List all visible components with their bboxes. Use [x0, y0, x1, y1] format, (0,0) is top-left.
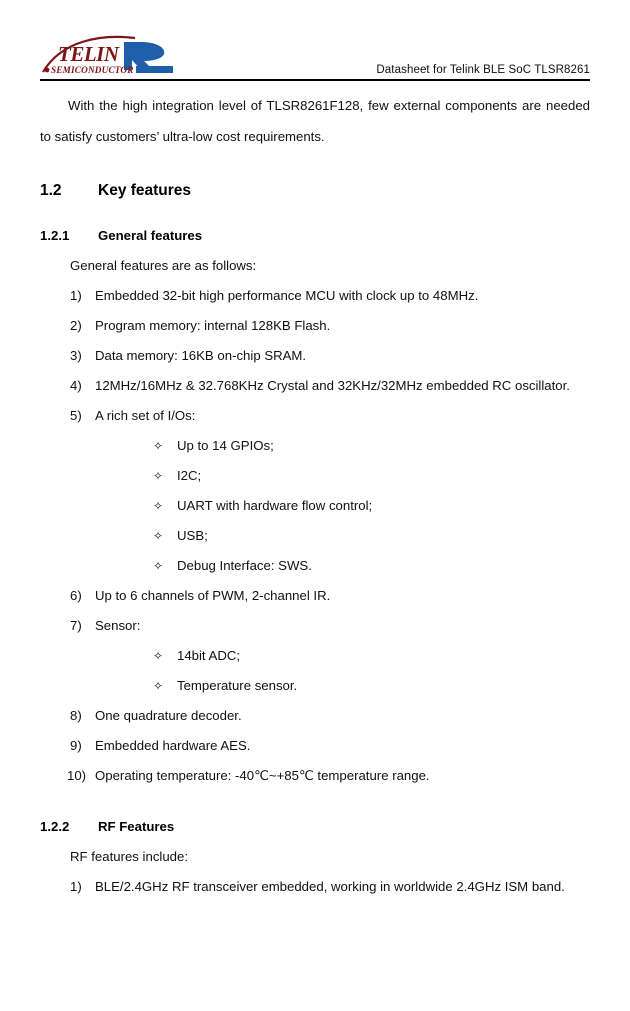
general-features-list [40, 281, 590, 791]
sublist-item-text: 14bit ADC; [177, 648, 241, 663]
list-marker: 9) [70, 738, 82, 753]
heading-text: RF Features [98, 819, 175, 834]
sublist-item [95, 641, 590, 671]
list-item [40, 371, 590, 401]
list-marker: 7) [70, 618, 82, 633]
svg-text:TELIN: TELIN [58, 42, 119, 66]
list-item [40, 761, 590, 791]
heading-rf-features [40, 819, 590, 834]
list-item [40, 401, 590, 581]
list-item-text: BLE/2.4GHz RF transceiver embedded, working in worldwide 2.4GHz ISM band. [95, 879, 565, 894]
intro-paragraph: With the high integration level of TLSR8261F128, few external components are needed to satisfy customers’ ultra-low cost requirements. [40, 98, 590, 144]
list-item [40, 731, 590, 761]
list-marker: 4) [70, 378, 82, 393]
list-item-text: Operating temperature: -40℃~+85℃ temperature range. [95, 768, 430, 783]
sublist-item-text: USB; [177, 528, 208, 543]
general-features-lead: General features are as follows: [70, 258, 257, 273]
sensor-sublist [95, 641, 590, 701]
list-item [40, 701, 590, 731]
list-item-text: 12MHz/16MHz & 32.768KHz Crystal and 32KHz/32MHz embedded RC oscillator. [95, 378, 570, 393]
list-item-text: One quadrature decoder. [95, 708, 242, 723]
list-marker: 5) [70, 408, 82, 423]
list-marker: 3) [70, 348, 82, 363]
diamond-bullet-icon: ✧ [153, 529, 164, 543]
header-divider [40, 79, 590, 81]
svg-text:SEMICONDUCTOR: SEMICONDUCTOR [51, 65, 134, 75]
sublist-item [95, 671, 590, 701]
heading-number: 1.2.2 [40, 819, 70, 834]
diamond-bullet-icon: ✧ [153, 649, 164, 663]
list-item-text: Embedded 32-bit high performance MCU with clock up to 48MHz. [95, 288, 479, 303]
sublist-item [95, 521, 590, 551]
list-item-text: Up to 6 channels of PWM, 2-channel IR. [95, 588, 331, 603]
list-item [40, 311, 590, 341]
header-title: Datasheet for Telink BLE SoC TLSR8261 [376, 64, 590, 76]
sublist-item-text: I2C; [177, 468, 202, 483]
list-marker: 10) [67, 768, 87, 783]
diamond-bullet-icon: ✧ [153, 439, 164, 453]
list-item-text: Embedded hardware AES. [95, 738, 251, 753]
telink-logo [40, 32, 175, 78]
list-item-text: Data memory: 16KB on-chip SRAM. [95, 348, 307, 363]
sublist-item-text: Debug Interface: SWS. [177, 558, 312, 573]
list-item-text: Sensor: [95, 618, 141, 633]
document-page [0, 30, 630, 1011]
sublist-item-text: Temperature sensor. [177, 678, 298, 693]
list-marker: 6) [70, 588, 82, 603]
heading-general-features [40, 228, 590, 243]
list-item-text: A rich set of I/Os: [95, 408, 196, 423]
rf-features-list [40, 872, 590, 902]
list-item [40, 281, 590, 311]
heading-text: Key features [98, 182, 192, 199]
sublist-item [95, 491, 590, 521]
sublist-item [95, 431, 590, 461]
telink-logo-graphic [40, 32, 175, 78]
list-marker: 8) [70, 708, 82, 723]
diamond-bullet-icon: ✧ [153, 559, 164, 573]
list-item-text: Program memory: internal 128KB Flash. [95, 318, 331, 333]
heading-number: 1.2 [40, 182, 62, 199]
list-marker: 1) [70, 879, 82, 894]
list-item [40, 581, 590, 611]
sublist-item [95, 551, 590, 581]
heading-number: 1.2.1 [40, 228, 70, 243]
io-sublist [95, 431, 590, 581]
sublist-item-text: Up to 14 GPIOs; [177, 438, 274, 453]
list-item [40, 611, 590, 701]
list-item [40, 341, 590, 371]
page-header [40, 30, 590, 78]
diamond-bullet-icon: ✧ [153, 499, 164, 513]
diamond-bullet-icon: ✧ [153, 679, 164, 693]
list-item [40, 872, 590, 902]
heading-key-features [40, 182, 590, 200]
sublist-item-text: UART with hardware flow control; [177, 498, 373, 513]
list-marker: 2) [70, 318, 82, 333]
list-marker: 1) [70, 288, 82, 303]
rf-features-lead: RF features include: [70, 849, 189, 864]
diamond-bullet-icon: ✧ [153, 469, 164, 483]
heading-text: General features [98, 228, 203, 243]
sublist-item [95, 461, 590, 491]
